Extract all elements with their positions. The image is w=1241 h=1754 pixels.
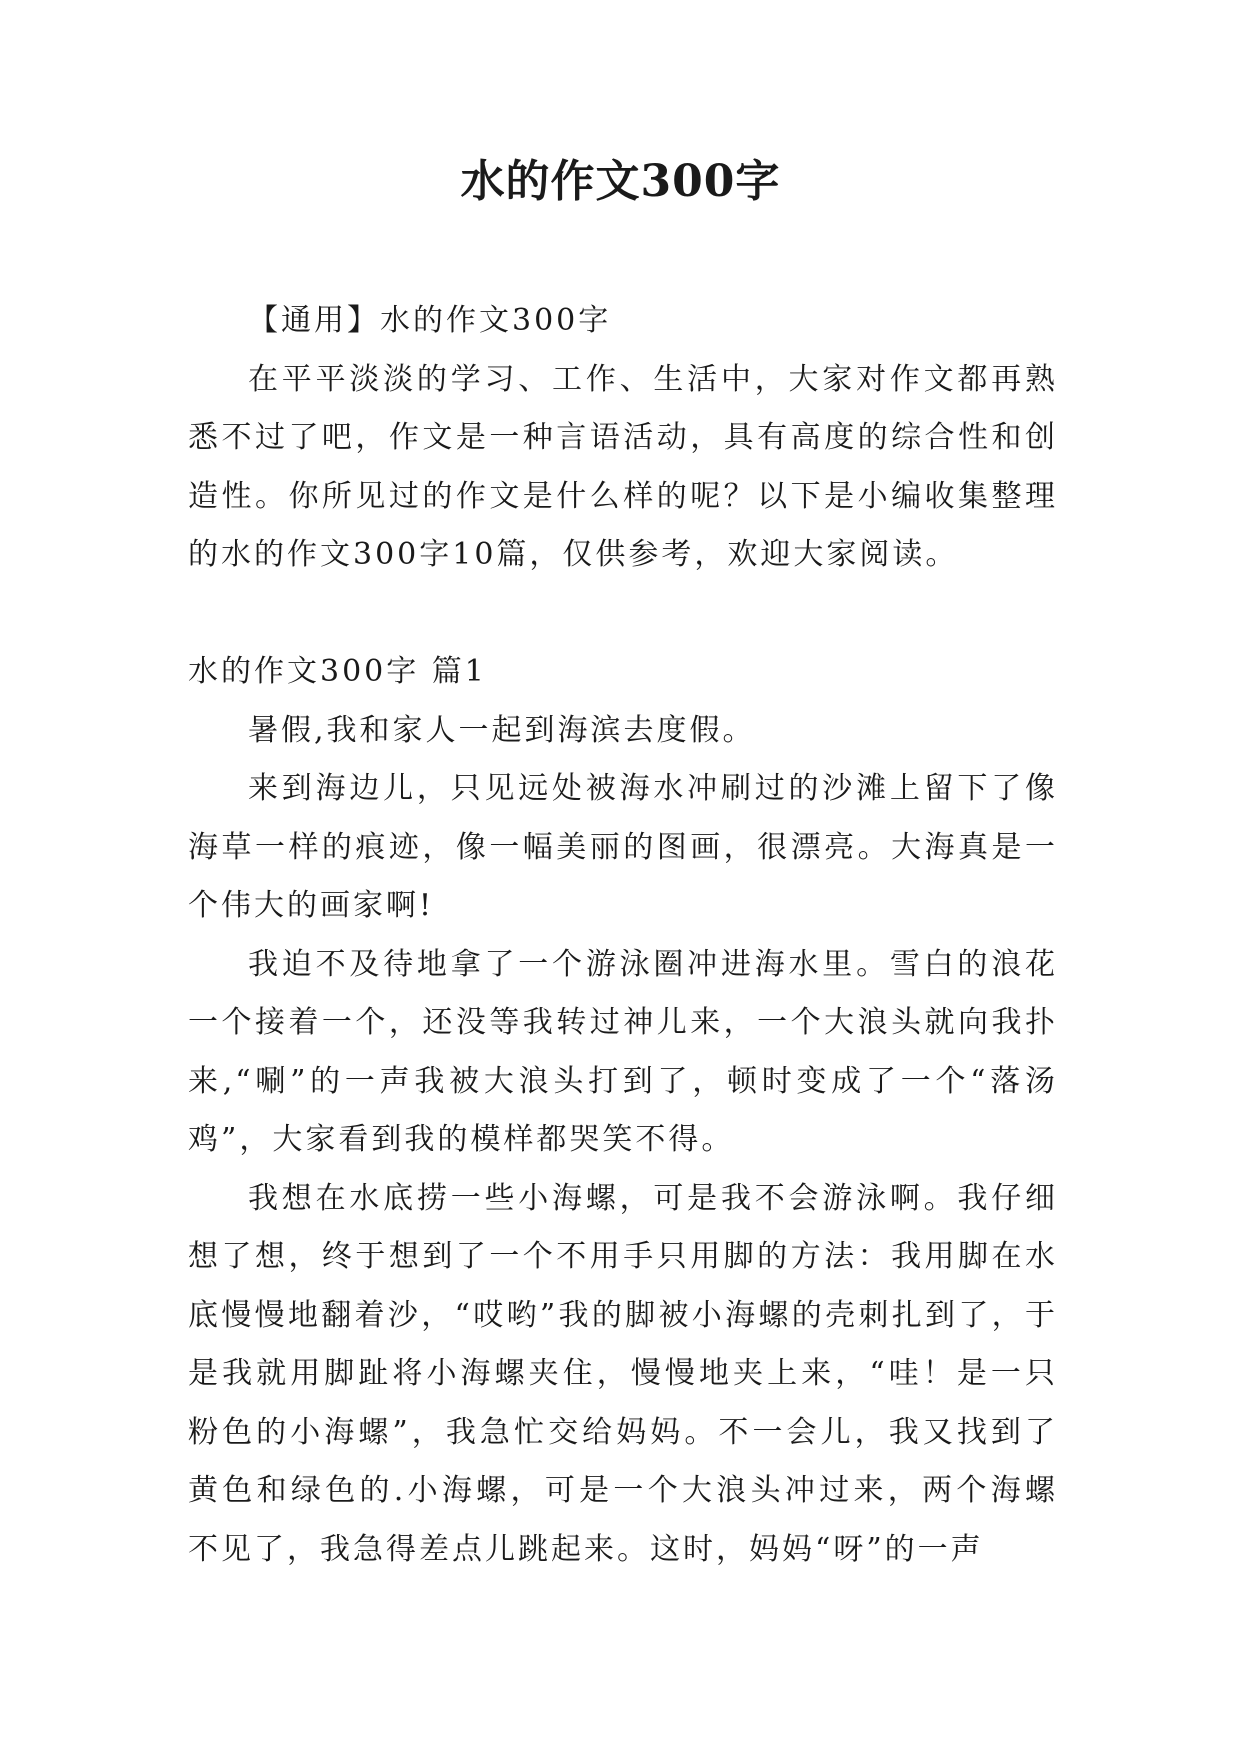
intro-heading: 【通用】水的作文300字	[248, 303, 612, 338]
paragraph: 我想在水底捞一些小海螺，可是我不会游泳啊。我仔细想了想，终于想到了一个不用手只用脚的方法：我用脚在水底慢慢地翻着沙，“哎哟”我的脚被小海螺的壳刺扎到了，于是我就用脚趾将小海螺夹住，慢慢地夹上来，“哇！是一只粉色的小海螺”，我急忙交给妈妈。不一会儿，我又找到了黄色和绿色的.小海螺，可是一个大浪头冲过来，两个海螺不见了，我急得差点儿跳起来。这时，妈妈“呀”的一声	[188, 1180, 1058, 1567]
document-body	[188, 292, 1058, 1579]
paragraph: 来到海边儿，只见远处被海水冲刷过的沙滩上留下了像海草一样的痕迹，像一幅美丽的图画，很漂亮。大海真是一个伟大的画家啊!	[188, 771, 1058, 923]
intro-paragraph: 在平平淡淡的学习、工作、生活中，大家对作文都再熟悉不过了吧，作文是一种言语活动，具有高度的综合性和创造性。你所见过的作文是什么样的呢？以下是小编收集整理的水的作文300字10篇，仅供参考，欢迎大家阅读。	[188, 361, 1058, 572]
document-title: 水的作文300字	[460, 156, 781, 207]
section-gap	[188, 585, 1058, 644]
paragraph: 暑假,我和家人一起到海滨去度假。	[248, 712, 756, 748]
section-heading: 水的作文300字 篇1	[188, 654, 487, 689]
paragraph: 我迫不及待地拿了一个游泳圈冲进海水里。雪白的浪花一个接着一个，还没等我转过神儿来，一个大浪头就向我扑来,“唰”的一声我被大浪头打到了，顿时变成了一个“落汤鸡”，大家看到我的模样都哭笑不得。	[188, 946, 1058, 1157]
